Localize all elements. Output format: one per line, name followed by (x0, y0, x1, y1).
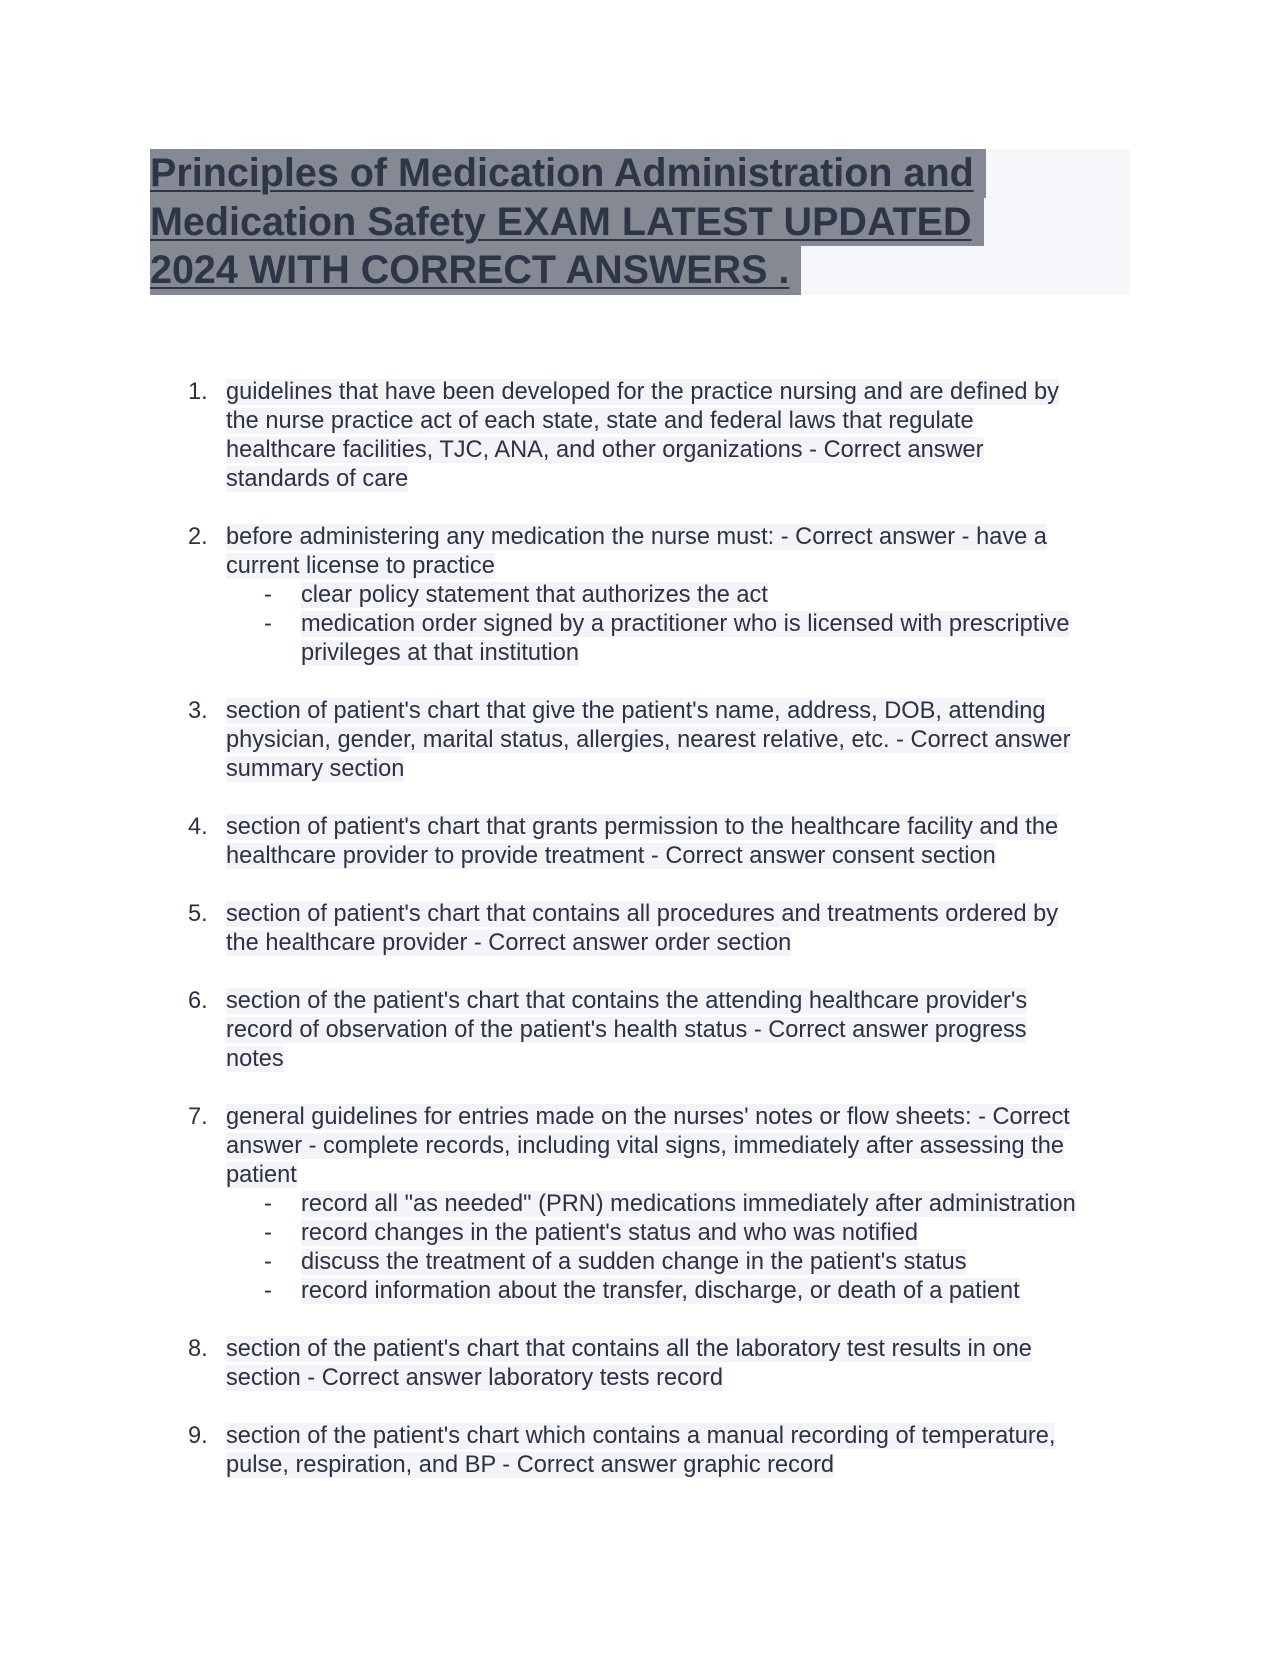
sub-list (226, 581, 1140, 668)
sub-list-item (226, 610, 1140, 668)
item-text-line: healthcare facilities, TJC, ANA, and other organizations - Correct answer (226, 437, 984, 463)
item-number: 7. (188, 1104, 208, 1130)
item-text-line: summary section (226, 756, 405, 782)
item-text-line: guidelines that have been developed for the practice nursing and are defined by (226, 379, 1059, 405)
list-item (150, 378, 1140, 494)
dash-bullet: - (264, 1249, 272, 1275)
item-text-line: section of patient's chart that grants permission to the healthcare facility and the (226, 814, 1059, 840)
item-number: 4. (188, 814, 208, 840)
list-item (150, 523, 1140, 668)
sub-item-text-line: record changes in the patient's status and who was notified (301, 1220, 919, 1246)
item-text-line: section of patient's chart that contains all procedures and treatments ordered by (226, 901, 1059, 927)
item-text-line: general guidelines for entries made on the nurses' notes or flow sheets: - Correct (226, 1104, 1070, 1130)
list-item (150, 987, 1140, 1074)
sub-item-text-line: record all "as needed" (PRN) medications immediately after administration (301, 1191, 1076, 1217)
item-text-line: section of patient's chart that give the patient's name, address, DOB, attending (226, 698, 1046, 724)
sub-item-text-line: clear policy statement that authorizes the act (301, 582, 768, 608)
item-text-line: before administering any medication the nurse must: - Correct answer - have a (226, 524, 1047, 550)
list-item (150, 900, 1140, 958)
item-text-line: healthcare provider to provide treatment - Correct answer consent section (226, 843, 996, 869)
sub-list (226, 1190, 1140, 1306)
item-number: 8. (188, 1336, 208, 1362)
item-text-line: section - Correct answer laboratory tests record (226, 1365, 723, 1391)
item-text-line: standards of care (226, 466, 409, 492)
dash-bullet: - (264, 582, 272, 608)
sub-item-text-line: record information about the transfer, discharge, or death of a patient (301, 1278, 1020, 1304)
title-line: Principles of Medication Administration and (150, 149, 986, 198)
item-number: 2. (188, 524, 208, 550)
sub-list-item (226, 581, 1140, 610)
item-text-line: answer - complete records, including vital signs, immediately after assessing the (226, 1133, 1064, 1159)
item-text-line: physician, gender, marital status, allergies, nearest relative, etc. - Correct answer (226, 727, 1071, 753)
item-text-line: pulse, respiration, and BP - Correct answer graphic record (226, 1452, 835, 1478)
list-item (150, 1103, 1140, 1306)
list-item (150, 1335, 1140, 1393)
sub-list-item (226, 1190, 1140, 1219)
item-number: 1. (188, 379, 208, 405)
item-text-line: current license to practice (226, 553, 495, 579)
dash-bullet: - (264, 1220, 272, 1246)
list-item (150, 697, 1140, 784)
item-text-line: the healthcare provider - Correct answer order section (226, 930, 792, 956)
title-line: Medication Safety EXAM LATEST UPDATED (150, 198, 984, 247)
sub-list-item (226, 1248, 1140, 1277)
question-answer-list (150, 378, 1140, 1509)
document-title (150, 149, 986, 295)
sub-item-text-line: medication order signed by a practitioner who is licensed with prescriptive (301, 611, 1070, 637)
sub-list-item (226, 1277, 1140, 1306)
item-number: 5. (188, 901, 208, 927)
item-text-line: section of the patient's chart that contains the attending healthcare provider's (226, 988, 1028, 1014)
sub-item-text-line: privileges at that institution (301, 640, 580, 666)
sub-item-text-line: discuss the treatment of a sudden change in the patient's status (301, 1249, 967, 1275)
item-text-line: section of the patient's chart that contains all the laboratory test results in one (226, 1336, 1032, 1362)
title-line: 2024 WITH CORRECT ANSWERS . (150, 246, 801, 295)
item-number: 3. (188, 698, 208, 724)
item-text-line: patient (226, 1162, 297, 1188)
dash-bullet: - (264, 1278, 272, 1304)
list-item (150, 813, 1140, 871)
sub-list-item (226, 1219, 1140, 1248)
dash-bullet: - (264, 611, 272, 637)
item-text-line: record of observation of the patient's health status - Correct answer progress (226, 1017, 1027, 1043)
item-text-line: section of the patient's chart which contains a manual recording of temperature, (226, 1423, 1056, 1449)
item-text-line: the nurse practice act of each state, state and federal laws that regulate (226, 408, 974, 434)
item-number: 9. (188, 1423, 208, 1449)
list-item (150, 1422, 1140, 1480)
dash-bullet: - (264, 1191, 272, 1217)
item-number: 6. (188, 988, 208, 1014)
item-text-line: notes (226, 1046, 284, 1072)
